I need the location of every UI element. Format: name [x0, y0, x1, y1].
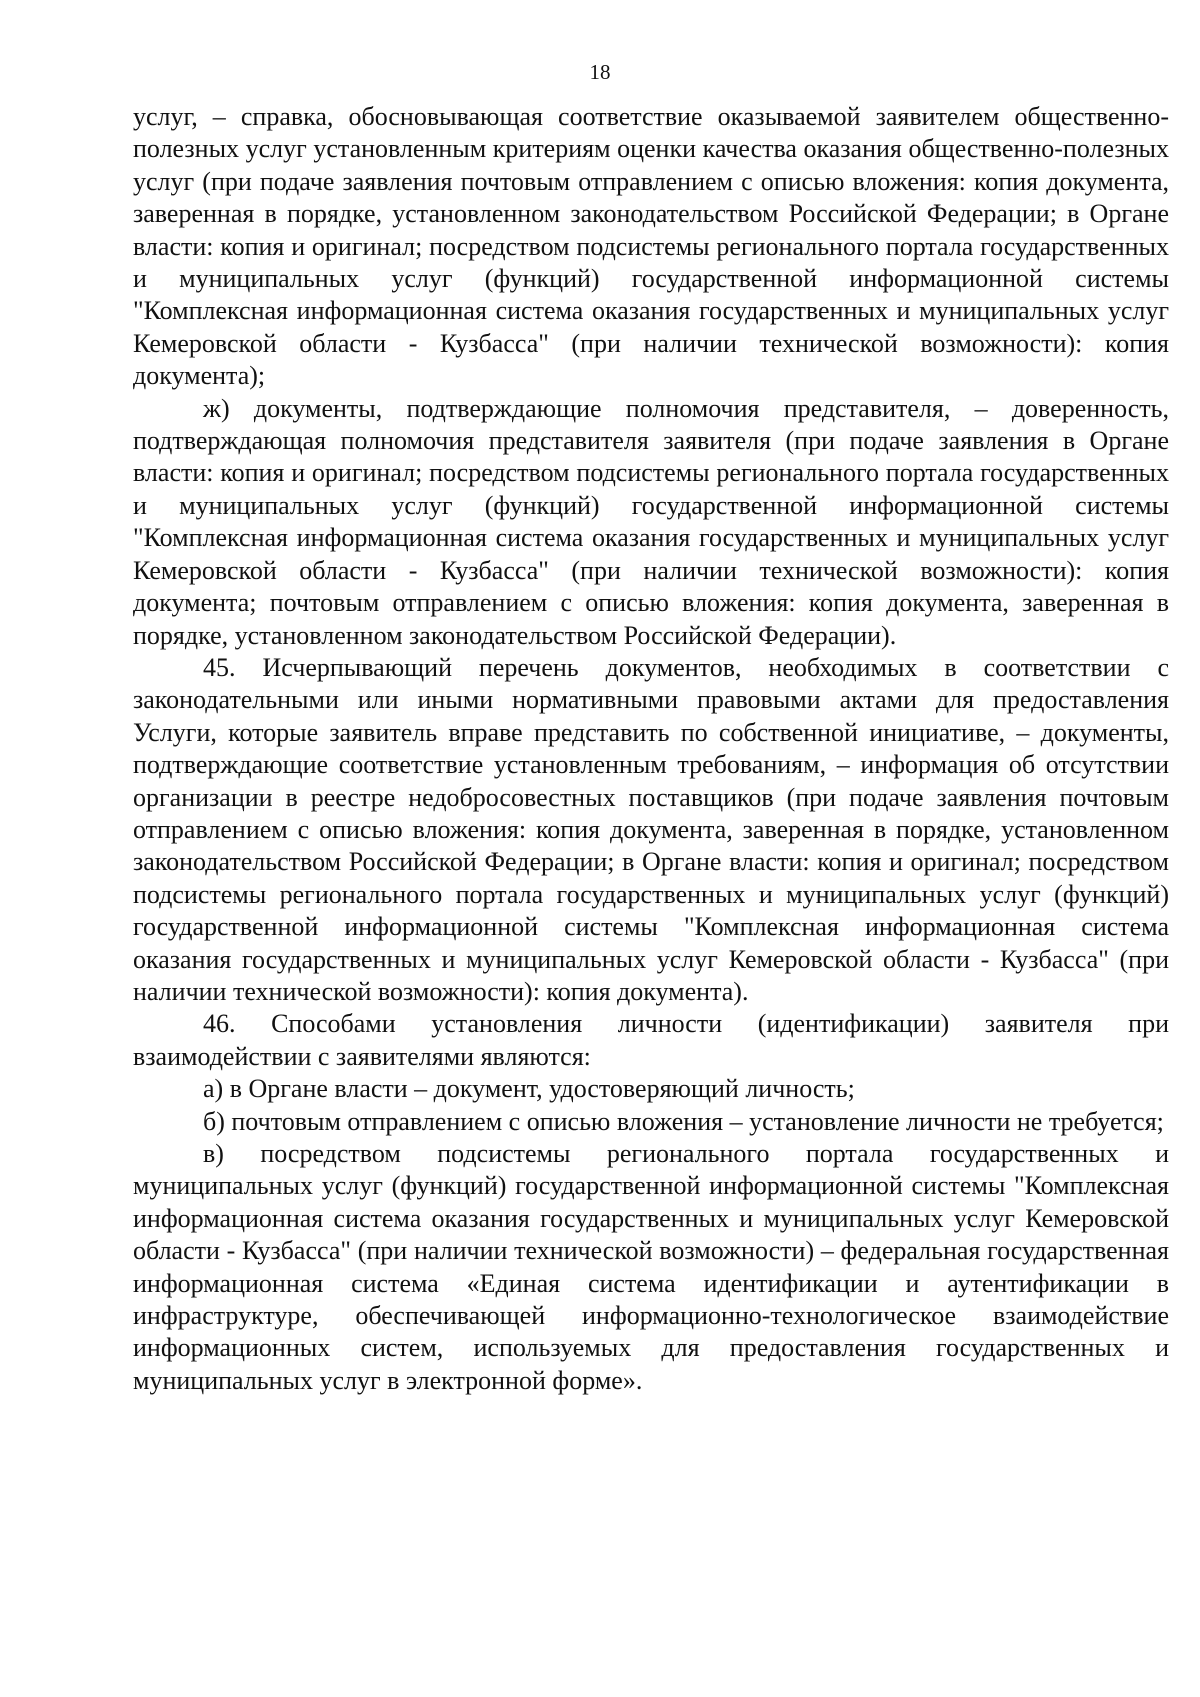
paragraph-item-46: 46. Способами установления личности (идентификации) заявителя при взаимодействии с заявителями являются:	[133, 1009, 1169, 1071]
paragraph-item-46-v: в) посредством подсистемы регионального портала государственных и муниципальных услуг (функций) государственной информационной системы "Комплексная информационная система оказания государственных и муниципальных услуг Кемеровской области - Кузбасса" (при наличии технической возможности) – федеральная государственная информационная система «Единая система идентификации и аутентификации в инфраструктуре, обеспечивающей информационно-технологическое взаимодействие информационных систем, используемых для предоставления государственных и муниципальных услуг в электронной форме».	[133, 1139, 1169, 1395]
paragraph-services-certificate: услуг, – справка, обосновывающая соответствие оказываемой заявителем общественно-полезных услуг установленным критериям оценки качества оказания общественно-полезных услуг (при подаче заявления почтовым отправлением с описью вложения: копия документа, заверенная в порядке, установленном законодательством Российской Федерации; в Органе власти: копия и оригинал; посредством подсистемы регионального портала государственных и муниципальных услуг (функций) государственной информационной системы "Комплексная информационная система оказания государственных и муниципальных услуг Кемеровской области - Кузбасса" (при наличии технической возможности): копия документа);	[133, 102, 1169, 391]
paragraph-item-45: 45. Исчерпывающий перечень документов, необходимых в соответствии с законодательными или иными нормативными правовыми актами для предоставления Услуги, которые заявитель вправе представить по собственной инициативе, – документы, подтверждающие соответствие установленным требованиям, – информация об отсутствии организации в реестре недобросовестных поставщиков (при подаче заявления почтовым отправлением с описью вложения: копия документа, заверенная в порядке, установленном законодательством Российской Федерации; в Органе власти: копия и оригинал; посредством подсистемы регионального портала государственных и муниципальных услуг (функций) государственной информационной системы "Комплексная информационная система оказания государственных и муниципальных услуг Кемеровской области - Кузбасса" (при наличии технической возможности): копия документа).	[133, 652, 1169, 1006]
paragraph-item-46-b: б) почтовым отправлением с описью вложения – установление личности не требуется;	[203, 1106, 1164, 1136]
page-number: 18	[589, 60, 611, 84]
document-body	[133, 101, 1169, 1397]
paragraph-item-zh: ж) документы, подтверждающие полномочия представителя, – доверенность, подтверждающая полномочия представителя заявителя (при подаче заявления в Органе власти: копия и оригинал; посредством подсистемы регионального портала государственных и муниципальных услуг (функций) государственной информационной системы "Комплексная информационная система оказания государственных и муниципальных услуг Кемеровской области - Кузбасса" (при наличии технической возможности): копия документа; почтовым отправлением с описью вложения: копия документа, заверенная в порядке, установленном законодательством Российской Федерации).	[133, 393, 1169, 650]
paragraph-item-46-a: а) в Органе власти – документ, удостоверяющий личность;	[203, 1074, 855, 1104]
